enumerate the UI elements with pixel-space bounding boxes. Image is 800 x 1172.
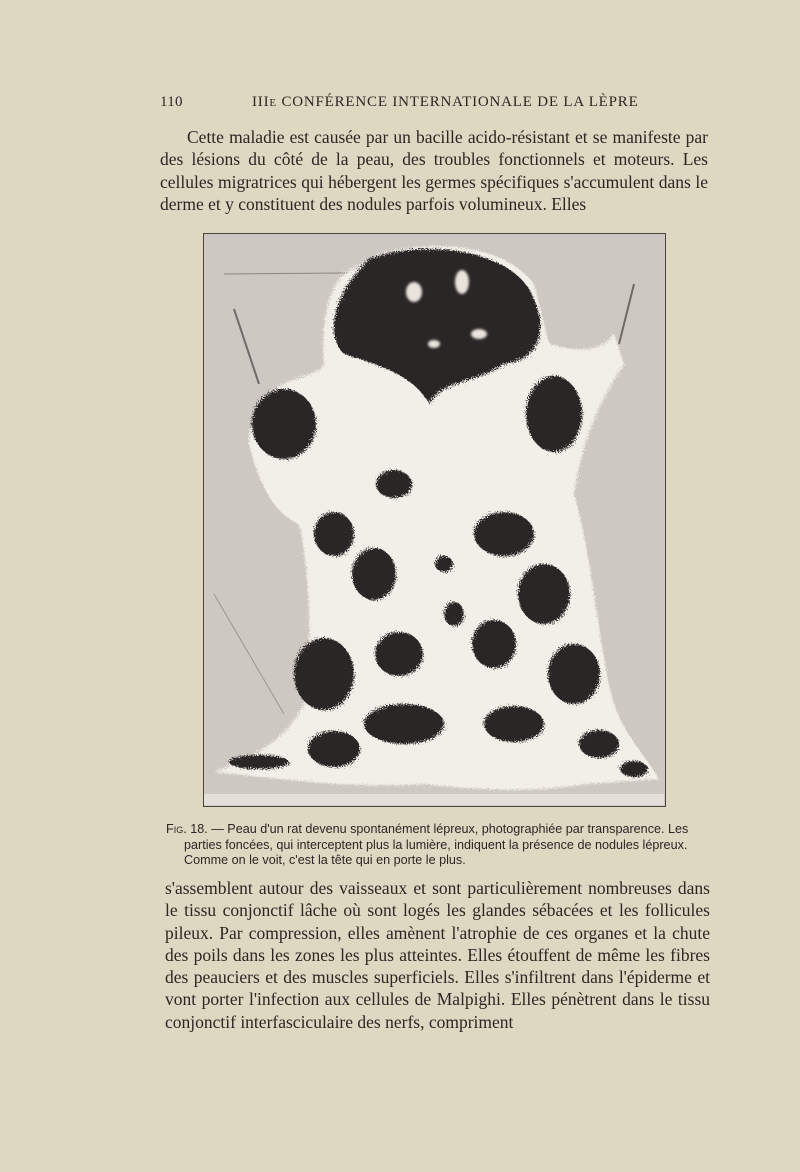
body-paragraph-bottom: s'assemblent autour des vaisseaux et sont particulièrement nombreuses dans le tissu conjonctif lâche où sont logés les glandes sébacées et les follicules pileux. Par compression, elles amènent l'atrophie de ces organes et la chute des poils dans les zones les plus atteintes. Elles étouffent de même les fibres des peauciers et des muscles superficiels. Elles s'infiltrent dans l'épiderme et vont porter l'infection aux cellules de Malpighi. Elles pénètrent dans le tissu conjonctif interfasciculaire des nerfs, compriment <box>165 878 710 1032</box>
figure-photograph-rat-skin <box>203 233 666 807</box>
page-number: 110 <box>160 94 183 110</box>
running-title: IIIe CONFÉRENCE INTERNATIONALE DE LA LÈPRE <box>252 94 639 110</box>
figure-caption <box>166 822 712 869</box>
body-paragraph-top: Cette maladie est causée par un bacille acido-résistant et se manifeste par des lésions du côté de la peau, des troubles fonctionnels et moteurs. Les cellules migratrices qui hébergent les germes spécifiques s'accumulent dans le derme et y constituent des nodules parfois volumineux. Elles <box>160 127 708 214</box>
figure-caption-text: — Peau d'un rat devenu spontanément lépreux, photographiée par transparence. Les parties foncées, qui interceptent plus la lumière, indiquent la présence de nodules lépreux. Comme on le voit, c'est la tête qui en porte le plus. <box>184 822 689 868</box>
rat-skin-photo <box>204 234 664 805</box>
figure-label: Fig. 18. <box>166 822 208 836</box>
